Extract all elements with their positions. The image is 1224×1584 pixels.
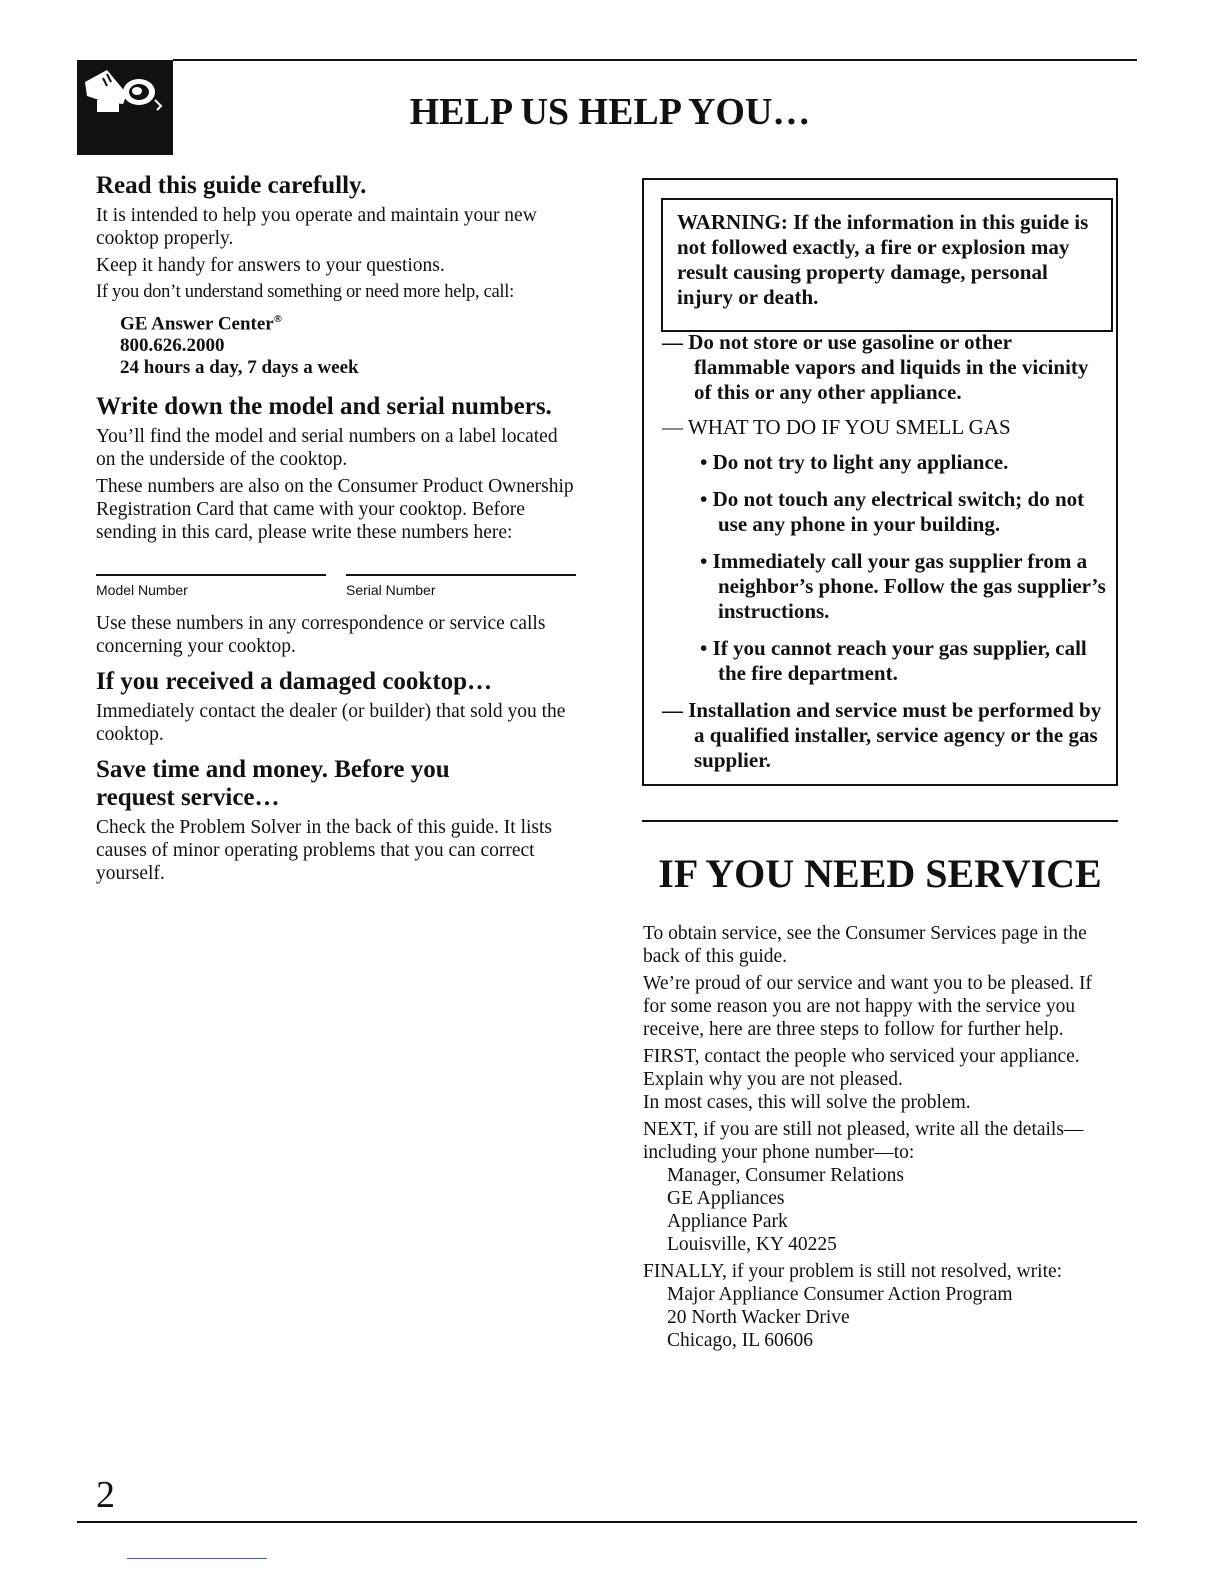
contact-name: GE Answer Center [120,313,274,335]
service-text: FINALLY, if your problem is still not resolved, write: [643,1261,1063,1282]
contact-hours: 24 hours a day, 7 days a week [120,357,359,379]
bottom-rule [77,1521,1137,1523]
registered-mark: ® [273,313,282,325]
read-guide-heading: Read this guide carefully. [96,172,367,199]
serial-number-label: Serial Number [346,582,436,599]
consumer-relations-address [667,1164,1119,1256]
damaged-cooktop-heading: If you received a damaged cooktop… [96,668,493,696]
warning-item: — Do not store or use gasoline or other flammable vapors and liquids in the vicinity of this or any other appliance. [662,330,1089,404]
model-number-label: Model Number [96,582,188,599]
service-text: We’re proud of our service and want you to be pleased. If for some reason you are not happy with the service you receive, here are three steps to follow for further help. [643,973,1092,1040]
model-serial-section [96,393,576,658]
gas-instruction: • Immediately call your gas supplier from a neighbor’s phone. Follow the gas supplier’s instructions. [700,549,1106,623]
answer-center-contact [120,308,576,379]
read-guide-section [96,172,576,379]
gas-instruction: • Do not touch any electrical switch; do not use any phone in your building. [700,487,1085,536]
link-underline [127,1558,267,1559]
model-serial-heading: Write down the model and serial numbers. [96,393,552,421]
address-line: Chicago, IL 60606 [667,1330,814,1351]
warning-item: — Installation and service must be performed by a qualified installer, service agency or the gas supplier. [662,698,1102,772]
address-line: Manager, Consumer Relations [667,1165,904,1186]
gas-instruction: • Do not try to light any appliance. [700,450,1009,474]
page-number: 2 [96,1474,115,1516]
service-text: NEXT, if you are still not pleased, write all the details—including your phone number—to: [643,1119,1084,1163]
save-time-section [96,756,576,885]
address-line: 20 North Wacker Drive [667,1307,850,1328]
damaged-cooktop-text: Immediately contact the dealer (or builder) that sold you the cooktop. [96,701,566,746]
address-line: Appliance Park [667,1211,788,1232]
warning-item: — WHAT TO DO IF YOU SMELL GAS [662,415,1011,439]
service-title: IF YOU NEED SERVICE [658,851,1102,896]
flashlight-icon [77,60,173,155]
top-rule [173,59,1137,61]
address-line: Louisville, KY 40225 [667,1234,837,1255]
page-title: HELP US HELP YOU… [409,91,811,133]
gas-instruction: • If you cannot reach your gas supplier, call the fire department. [700,636,1087,685]
save-time-text: Check the Problem Solver in the back of this guide. It lists causes of minor operating problems that you can correct yourself. [96,817,553,885]
damaged-cooktop-section [96,668,576,746]
model-number-line [96,574,326,576]
save-time-heading: Save time and money. Before you request service… [96,756,450,812]
model-serial-text: These numbers are also on the Consumer Product Ownership Registration Card that came with your cooktop. Before sending in this card, please write these numbers here: [96,476,574,544]
read-guide-text: If you don’t understand something or need more help, call: [96,282,514,302]
address-line: GE Appliances [667,1188,785,1209]
warning-list [662,330,1106,783]
number-fields [96,574,576,598]
service-text [643,1045,1119,1114]
serial-number-field [346,574,576,598]
model-number-field [96,574,326,598]
header-icon-block [77,60,173,155]
read-guide-text: It is intended to help you operate and maintain your new cooktop properly. [96,205,537,249]
left-column [96,172,576,889]
service-first: FIRST, contact the people who serviced your appliance. Explain why you are not pleased. [643,1046,1080,1090]
service-text: To obtain service, see the Consumer Services page in the back of this guide. [643,923,1087,967]
macap-address [667,1283,1119,1352]
read-guide-text: Keep it handy for answers to your questions. [96,255,445,276]
model-serial-text: You’ll find the model and serial numbers on a label located on the underside of the cooktop. [96,426,558,471]
address-line: Major Appliance Consumer Action Program [667,1284,1013,1305]
warning-box [642,178,1118,786]
service-first-note: In most cases, this will solve the problem. [643,1092,971,1113]
section-rule [642,820,1118,822]
service-section [643,922,1119,1356]
warning-statement: WARNING: If the information in this guide is not followed exactly, a fire or explosion may result causing property damage, personal injury or death. [661,198,1113,332]
model-serial-text: Use these numbers in any correspondence or service calls concerning your cooktop. [96,613,546,658]
serial-number-line [346,574,576,576]
contact-phone: 800.626.2000 [120,335,225,357]
